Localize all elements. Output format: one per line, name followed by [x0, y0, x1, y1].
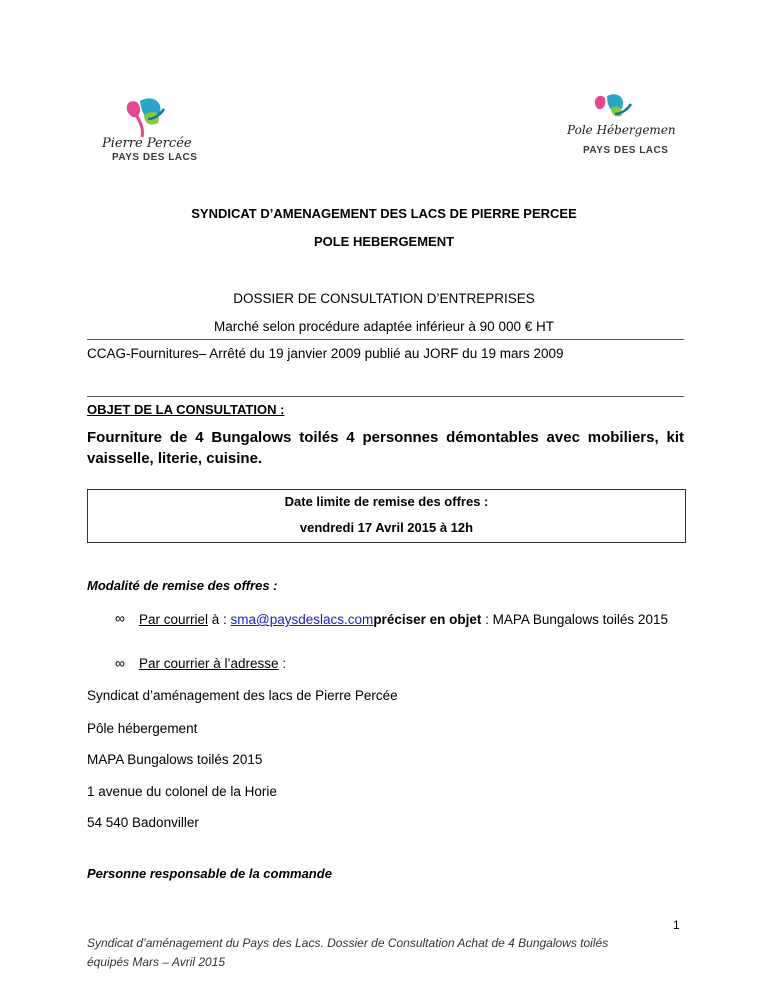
deadline-date: vendredi 17 Avril 2015 à 12h: [299, 520, 474, 535]
pierre-percee-logo: [100, 95, 200, 167]
marche-text: Marché selon procédure adaptée inférieur à 90 000 € HT: [214, 319, 554, 334]
courriel-separator: à :: [208, 612, 231, 627]
svg-text:Pierre Percée: Pierre Percée: [102, 136, 192, 151]
svg-text:Pole Hébergement: Pole Hébergement: [567, 123, 675, 137]
objet-heading: OBJET DE LA CONSULTATION :: [87, 402, 285, 417]
address-line: 54 540 Badonviller: [87, 815, 199, 830]
dossier-title: DOSSIER DE CONSULTATION D’ENTREPRISES: [233, 291, 535, 306]
responsable-heading: Personne responsable de la commande: [87, 866, 332, 881]
courriel-item: [139, 611, 684, 629]
address-line: Syndicat d’aménagement des lacs de Pierre Percée: [87, 688, 398, 703]
bullet-icon: ∞: [115, 655, 125, 671]
courriel-label: Par courriel: [139, 612, 209, 627]
courrier-suffix: :: [278, 656, 287, 671]
pole-hebergement-logo: [565, 92, 675, 160]
address-line: Pôle hébergement: [87, 721, 198, 736]
courrier-item: [139, 656, 286, 671]
pole-title: POLE HEBERGEMENT: [313, 234, 455, 249]
right-logo-caption: PAYS DES LACS: [583, 145, 669, 156]
divider: [87, 396, 684, 397]
preciser-label: préciser en objet: [373, 612, 482, 627]
bullet-icon: ∞: [115, 610, 125, 626]
address-line: MAPA Bungalows toilés 2015: [87, 752, 263, 767]
page-number: 1: [673, 918, 680, 932]
address-line: 1 avenue du colonel de la Horie: [87, 784, 277, 799]
divider: [87, 339, 684, 340]
objet-value: : MAPA Bungalows toilés 2015: [481, 612, 668, 627]
courrier-label: Par courrier à l’adresse: [139, 656, 279, 671]
left-logo-caption: PAYS DES LACS: [112, 152, 198, 163]
syndicat-title: SYNDICAT D’AMENAGEMENT DES LACS DE PIERRE PERCEE: [191, 206, 577, 221]
footer-line: équipés Mars – Avril 2015: [87, 955, 226, 969]
email-link[interactable]: sma@paysdeslacs.com: [230, 612, 374, 627]
footer-line: Syndicat d’aménagement du Pays des Lacs. Dossier de Consultation Achat de 4 Bungalows toilés: [87, 936, 609, 950]
ccag-text: CCAG-Fournitures– Arrêté du 19 janvier 2009 publié au JORF du 19 mars 2009: [87, 346, 564, 361]
modalites-heading: Modalité de remise des offres :: [87, 578, 278, 593]
deadline-label: Date limite de remise des offres :: [284, 494, 489, 509]
objet-text: Fourniture de 4 Bungalows toilés 4 personnes démontables avec mobiliers, kit vaisselle, literie, cuisine.: [87, 429, 684, 467]
